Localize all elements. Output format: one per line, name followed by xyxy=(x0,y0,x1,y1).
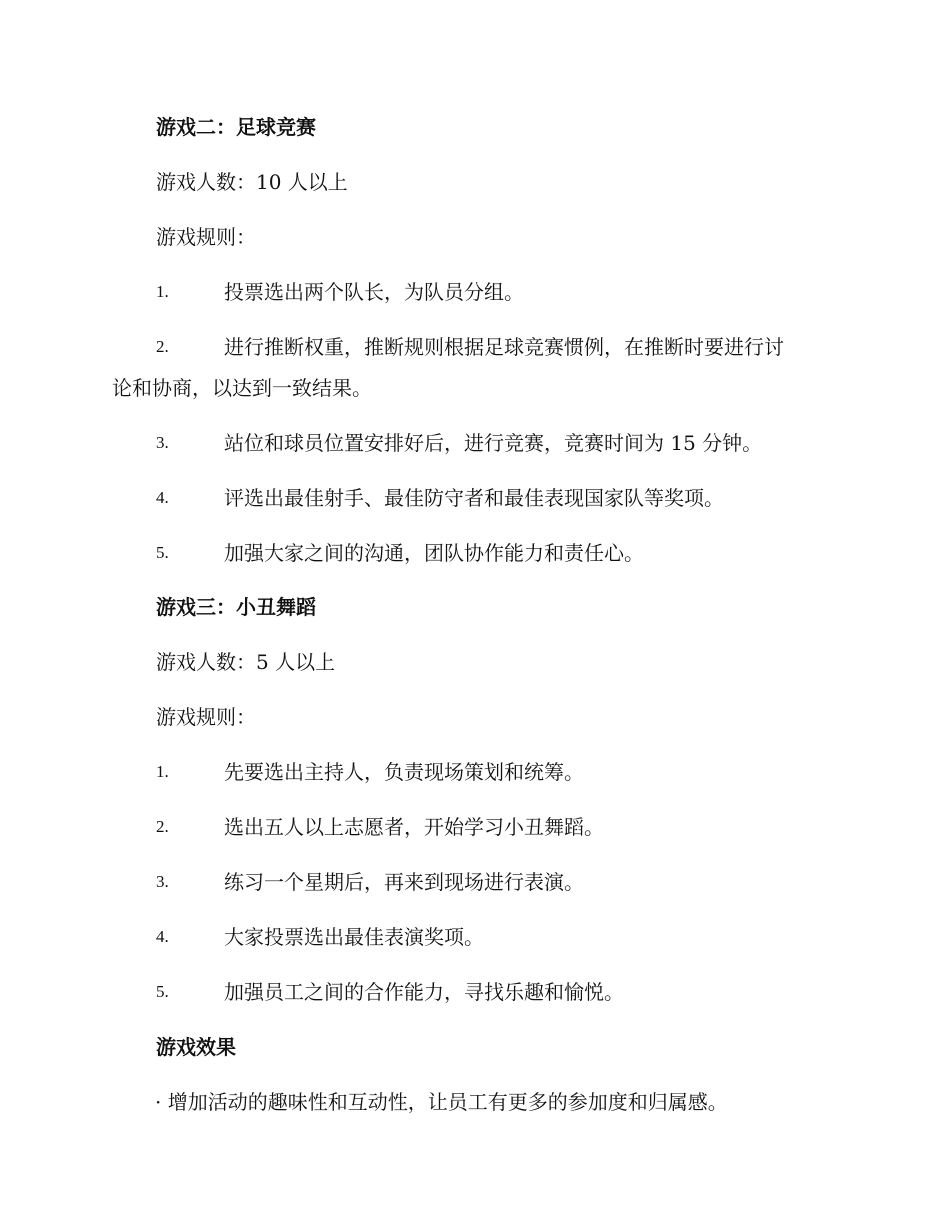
list-item xyxy=(0,867,950,897)
game2-players: 游戏人数：10 人以上 xyxy=(156,170,348,194)
section-title-effects: 游戏效果 xyxy=(156,1035,236,1059)
list-number: 1. xyxy=(156,762,169,781)
list-text: 加强大家之间的沟通，团队协作能力和责任心。 xyxy=(224,541,644,565)
list-text: 进行推断权重，推断规则根据足球竞赛惯例，在推断时要进行讨 xyxy=(224,335,784,359)
list-item xyxy=(0,538,950,568)
list-text: 大家投票选出最佳表演奖项。 xyxy=(224,925,484,949)
list-item xyxy=(0,757,950,787)
list-item xyxy=(0,483,950,513)
list-number: 3. xyxy=(156,433,169,452)
game3-rules-label: 游戏规则： xyxy=(156,705,256,729)
list-number: 4. xyxy=(156,927,169,946)
list-item xyxy=(0,977,950,1007)
list-continuation: 论和协商，以达到一致结果。 xyxy=(112,376,372,400)
section-title-game3: 游戏三：小丑舞蹈 xyxy=(156,595,316,619)
list-item xyxy=(0,428,950,458)
list-item xyxy=(0,812,950,842)
list-item xyxy=(0,922,950,952)
game3-players: 游戏人数：5 人以上 xyxy=(156,650,336,674)
list-text: 站位和球员位置安排好后，进行竞赛，竞赛时间为 15 分钟。 xyxy=(224,431,763,455)
list-text: 选出五人以上志愿者，开始学习小丑舞蹈。 xyxy=(224,815,604,839)
section-title-game2: 游戏二：足球竞赛 xyxy=(156,115,316,139)
game2-rules-label: 游戏规则： xyxy=(156,225,256,249)
list-item xyxy=(0,332,950,362)
list-text: 先要选出主持人，负责现场策划和统筹。 xyxy=(224,760,584,784)
list-text: 练习一个星期后，再来到现场进行表演。 xyxy=(224,870,584,894)
list-number: 3. xyxy=(156,872,169,891)
list-number: 4. xyxy=(156,488,169,507)
list-item xyxy=(0,277,950,307)
bullet-item: · 增加活动的趣味性和互动性，让员工有更多的参加度和归属感。 xyxy=(155,1090,728,1114)
list-number: 1. xyxy=(156,282,169,301)
list-number: 5. xyxy=(156,543,169,562)
list-text: 加强员工之间的合作能力，寻找乐趣和愉悦。 xyxy=(224,980,624,1004)
list-number: 2. xyxy=(156,337,169,356)
list-text: 评选出最佳射手、最佳防守者和最佳表现国家队等奖项。 xyxy=(224,486,724,510)
list-text: 投票选出两个队长，为队员分组。 xyxy=(224,280,524,304)
list-number: 5. xyxy=(156,982,169,1001)
list-number: 2. xyxy=(156,817,169,836)
